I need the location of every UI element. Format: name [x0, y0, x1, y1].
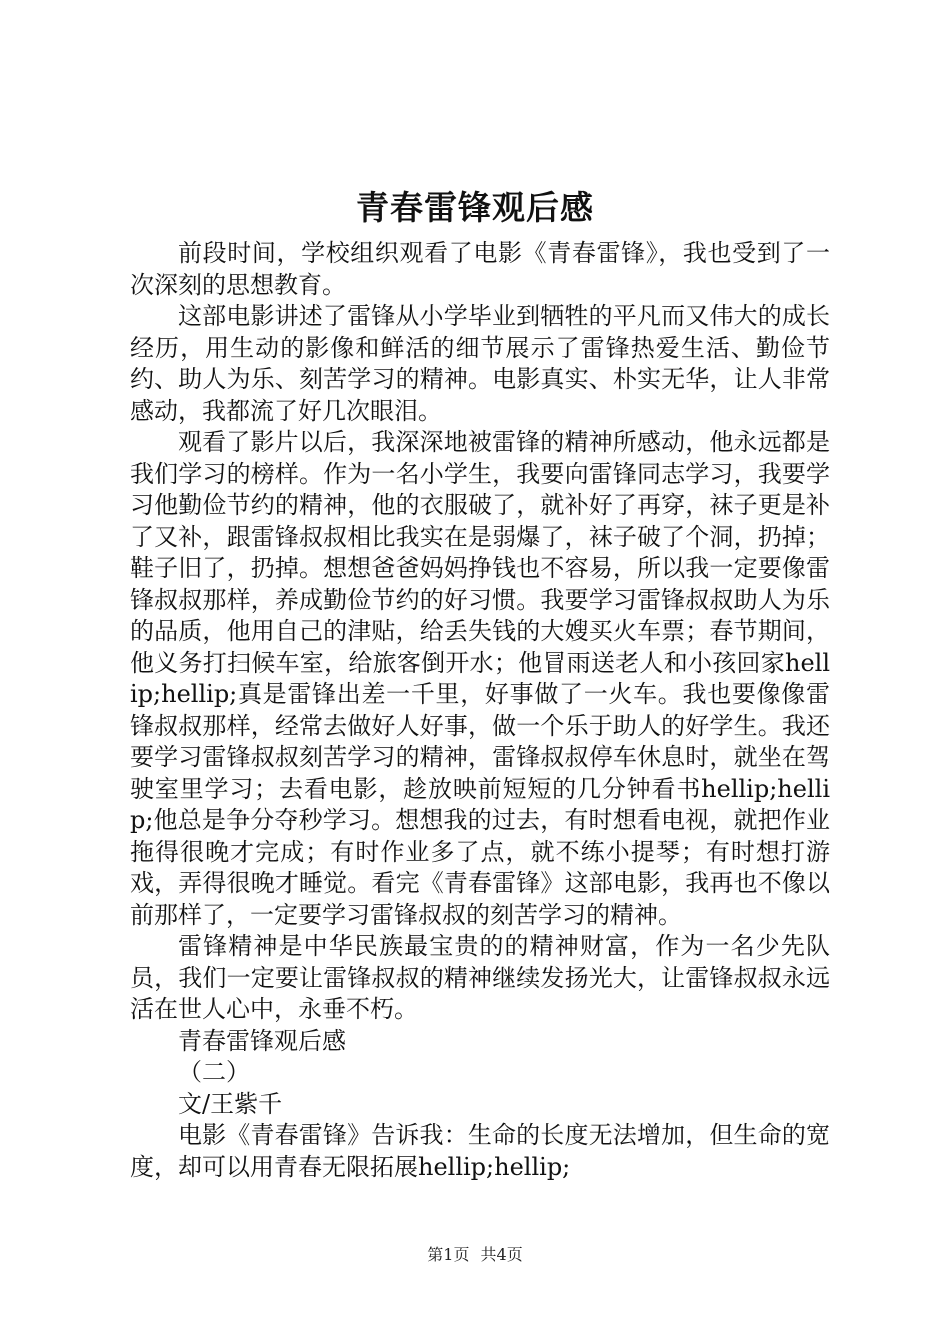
second-essay-number: （二）	[178, 1058, 250, 1086]
document-title: 青春雷锋观后感	[356, 188, 594, 227]
paragraph-intro: 前段时间，学校组织观看了电影《青春雷锋》，我也受到了一次深刻的思想教育。	[130, 239, 830, 299]
second-essay-paragraph: 电影《青春雷锋》告诉我：生命的长度无法增加，但生命的宽度，却可以用青春无限拓展hellip;hellip;	[130, 1121, 830, 1181]
page-number: 第1页	[427, 1245, 470, 1264]
paragraph-reflection: 观看了影片以后，我深深地被雷锋的精神所感动，他永远都是我们学习的榜样。作为一名小学生，我要向雷锋同志学习，我要学习他勤俭节约的精神，他的衣服破了，就补好了再穿，袜子更是补了又补，跟雷锋叔叔相比我实在是弱爆了，袜子破了个洞，扔掉；鞋子旧了，扔掉。想想爸爸妈妈挣钱也不容易，所以我一定要像雷锋叔叔那样，养成勤俭节约的好习惯。我要学习雷锋叔叔助人为乐的品质，他用自己的津贴，给丢失钱的大嫂买火车票；春节期间，他义务打扫候车室，给旅客倒开水；他冒雨送老人和小孩回家hellip;hellip;真是雷锋出差一千里，好事做了一火车。我也要像像雷锋叔叔那样，经常去做好人好事，做一个乐于助人的好学生。我还要学习雷锋叔叔刻苦学习的精神，雷锋叔叔停车休息时，就坐在驾驶室里学习；去看电影，趁放映前短短的几分钟看书hellip;hellip;他总是争分夺秒学习。想想我的过去，有时想看电视，就把作业拖得很晚才完成；有时作业多了点，就不练小提琴；有时想打游戏，弄得很晚才睡觉。看完《青春雷锋》这部电影，我再也不像以前那样了，一定要学习雷锋叔叔的刻苦学习的精神。	[130, 428, 830, 929]
second-essay-author: 文/王紫千	[178, 1089, 283, 1118]
page-total: 共4页	[480, 1245, 523, 1264]
page-footer	[0, 1244, 950, 1266]
second-essay-title: 青春雷锋观后感	[178, 1026, 346, 1055]
document-body	[130, 238, 830, 1183]
paragraph-conclusion: 雷锋精神是中华民族最宝贵的的精神财富，作为一名少先队员，我们一定要让雷锋叔叔的精神继续发扬光大，让雷锋叔叔永远活在世人心中，永垂不朽。	[130, 932, 830, 1023]
paragraph-film-summary: 这部电影讲述了雷锋从小学毕业到牺牲的平凡而又伟大的成长经历，用生动的影像和鲜活的细节展示了雷锋热爱生活、勤俭节约、助人为乐、刻苦学习的精神。电影真实、朴实无华，让人非常感动，我都流了好几次眼泪。	[130, 302, 830, 425]
